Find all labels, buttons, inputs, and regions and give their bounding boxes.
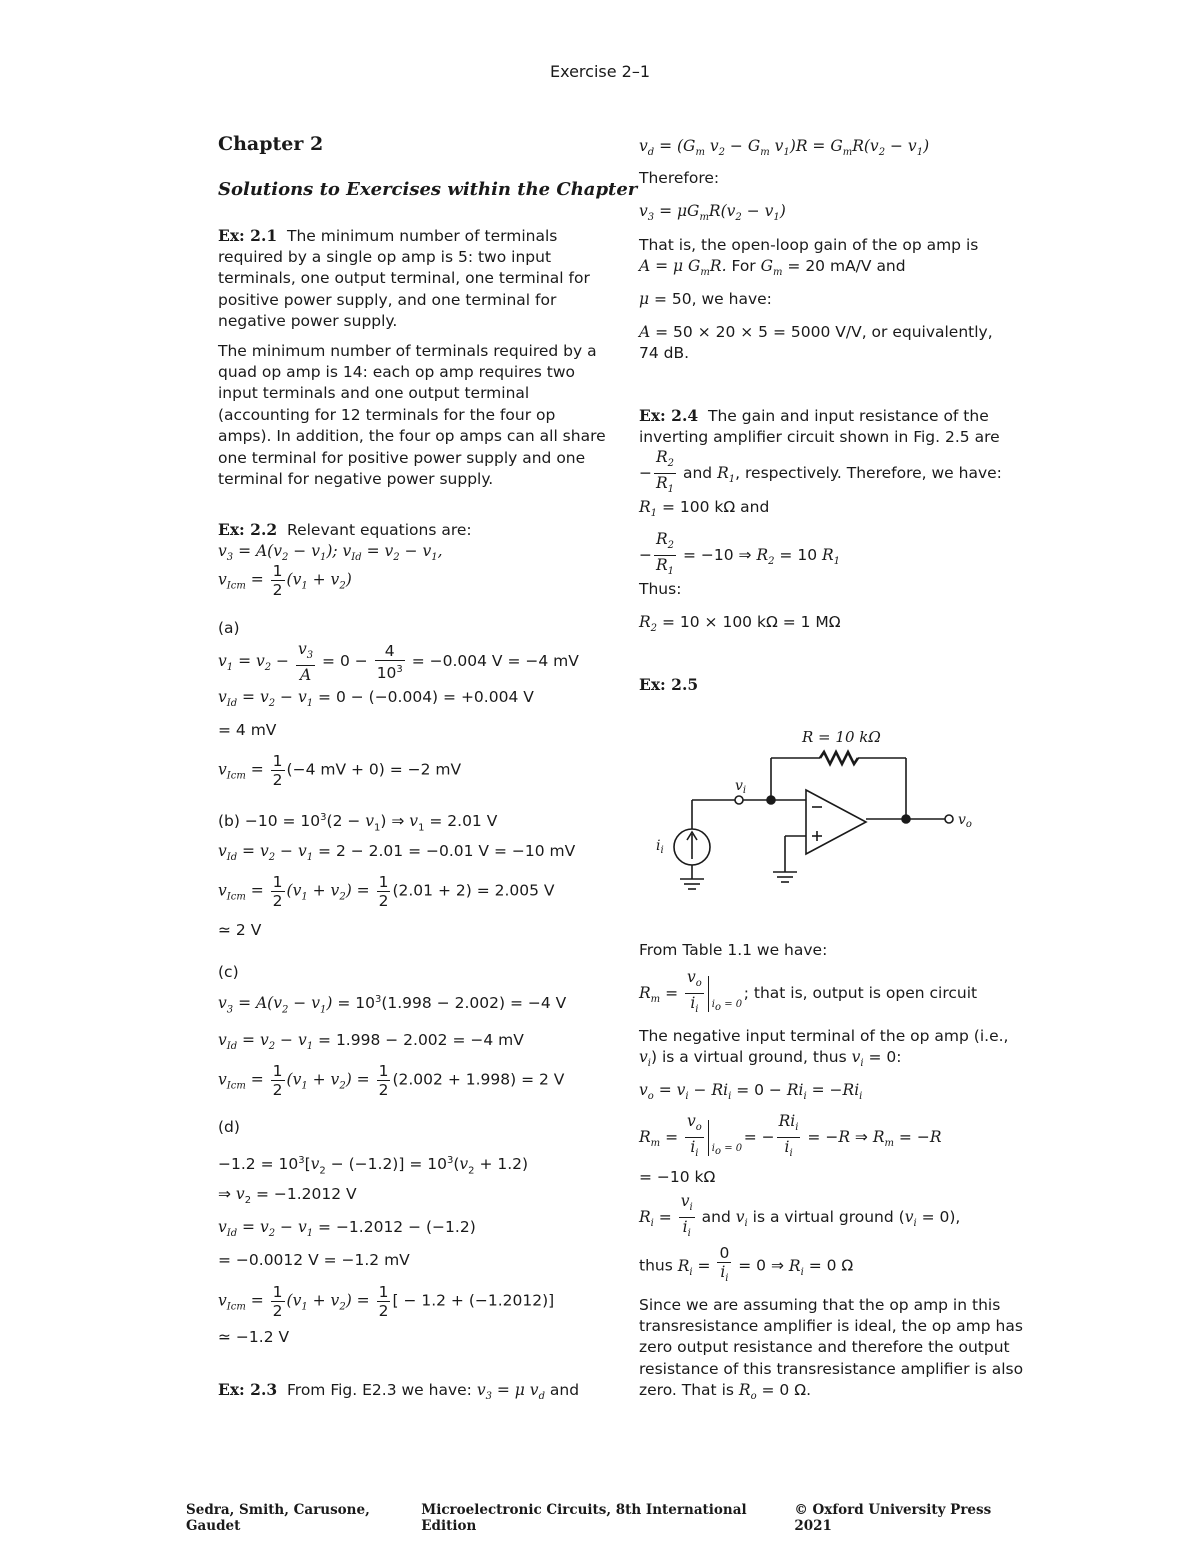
ex22-b-eq-3: $v_{Icm}$ = $\frac{1}{2}$ $(v_1 + v_2)$ = $\frac{1}{2}$ (2.01 + 2) = 2.005 V bbox=[218, 873, 555, 910]
ex23-openloop-2: A = μ $G_mR$. For $G_m = 20$ mA/V and bbox=[639, 257, 906, 279]
ex21-p2-line-1: The minimum number of terminals required by a bbox=[218, 342, 597, 360]
ex25-table: From Table 1.1 we have: bbox=[639, 941, 828, 959]
ex21-p2-line-7: terminal for negative power supply. bbox=[218, 470, 494, 488]
vo-terminal bbox=[945, 815, 953, 823]
ex22-d-eq-4: = −0.0012 V = −1.2 mV bbox=[218, 1251, 410, 1269]
ex21-p2-line-2: quad op amp is 14: each op amp requires two bbox=[218, 363, 575, 381]
ex22-b-eq-1: $(b) -10 = 10^3(2 - v_1)$ ⇒ $v_1 = 2.01$ V bbox=[218, 812, 498, 834]
running-head: Exercise 2–1 bbox=[549, 62, 651, 81]
ex22-part-d: (d) bbox=[218, 1118, 240, 1136]
ex22-d-eq-3: $v_{Id} = v_2 - v_1 = -1.2012 - (-1.2)$ bbox=[218, 1218, 476, 1240]
ex21-p2-line-6: one terminal for positive power supply and one bbox=[218, 449, 586, 467]
ex22-part-a: (a) bbox=[218, 619, 240, 637]
ex22-d-eq-5: $v_{Icm}$ = $\frac{1}{2}$ $(v_1 + v_2)$ = $\frac{1}{2}$ [ − 1.2 + (−1.2012)] bbox=[218, 1283, 555, 1320]
ex25-eq-rm: $R_m$ = $\frac{v_o}{i_i}$ $i_o = 0$ = − $\frac{Ri_i}{i_i}$ = −R ⇒ $R_m = -R$ bbox=[639, 1112, 942, 1160]
ex24-line-3: − $\frac{R_2}{R_1}$ and $R_1$, respectively. Therefore, we have: bbox=[639, 448, 1002, 496]
ex21-line-4: positive power supply, and one terminal for bbox=[218, 291, 557, 309]
ex22-heading: Ex: 2.2 Relevant equations are: bbox=[218, 520, 472, 539]
ex25-concl-1: Since we are assuming that the op amp in this bbox=[639, 1296, 1001, 1314]
ex25-neg-2: $v_i$) is a virtual ground, thus $v_i = 0$: bbox=[639, 1048, 902, 1070]
ex21-line-5: negative power supply. bbox=[218, 312, 398, 330]
ex25-ri-result: thus $R_i$ = $\frac{0}{i_i}$ = 0 ⇒ $R_i = 0$ Ω bbox=[639, 1244, 854, 1285]
ex24-line-2: inverting amplifier circuit shown in Fig. 2.5 are bbox=[639, 428, 1000, 446]
ex24-thus: Thus: bbox=[639, 580, 682, 598]
ex23-db: 74 dB. bbox=[639, 344, 690, 362]
ex22-d-eq-6: ≃ −1.2 V bbox=[218, 1328, 290, 1346]
ex22-a-eq-2: $v_{Id} = v_2 - v_1 = 0 - (-0.004) = +0.004$ V bbox=[218, 688, 534, 710]
ex23-mu: μ = 50, we have: bbox=[639, 290, 772, 308]
ex22-d-eq-2: ⇒ $v_2 = -1.2012$ V bbox=[218, 1185, 357, 1207]
ex23-eq-1: $v_d = (G_m$ $v_2 - G_m$ $v_1)R = G_mR(v_2 - v_1)$ bbox=[639, 137, 930, 159]
transresistance-amplifier-circuit bbox=[640, 724, 980, 899]
ex21-p2-line-4: (accounting for 12 terminals for the four op bbox=[218, 406, 556, 424]
ex21-line-2: required by a single op amp is 5: two input bbox=[218, 248, 552, 266]
ex25-heading: Ex: 2.5 bbox=[639, 675, 699, 694]
ex22-d-eq-1: $-1.2 = 10^3[v_2 - (-1.2)] = 10^3(v_2 + 1.2)$ bbox=[218, 1155, 529, 1177]
footer-book: Microelectronic Circuits, 8th International Edition bbox=[421, 1502, 747, 1534]
ex22-a-eq-1: $v_1 = v_2$ − $\frac{v_3}{A}$ = 0 − $\frac{4}{10^3}$ = −0.004 V = −4 mV bbox=[218, 640, 579, 685]
ex25-concl-3: zero output resistance and therefore the output bbox=[639, 1338, 1010, 1356]
ex22-c-eq-3: $v_{Icm}$ = $\frac{1}{2}$ $(v_1 + v_2)$ = $\frac{1}{2}$ (2.002 + 1.998) = 2 V bbox=[218, 1062, 565, 1099]
ex23-eq-2: $v_3 = \mu G_mR(v_2 - v_1)$ bbox=[639, 202, 786, 224]
ii-label: $i_i$ bbox=[656, 838, 664, 856]
vo-label: $v_o$ bbox=[958, 812, 972, 830]
op-amp bbox=[806, 790, 866, 854]
footer-authors: Sedra, Smith, Carusone, Gaudet bbox=[186, 1502, 370, 1534]
ex25-neg-1: The negative input terminal of the op amp (i.e., bbox=[639, 1027, 1009, 1045]
ex25-rm-def: $R_m$ = $\frac{v_o}{i_i}$ $i_o = 0$ ; that is, output is open circuit bbox=[639, 968, 978, 1016]
ex24-heading: Ex: 2.4 The gain and input resistance of the bbox=[639, 406, 989, 425]
ex25-concl-5: zero. That is $R_o = 0$ Ω. bbox=[639, 1381, 811, 1403]
section-subtitle: Solutions to Exercises within the Chapter bbox=[218, 179, 638, 200]
ex21-p2-line-3: input terminals and one output terminal bbox=[218, 384, 530, 402]
ex23-heading: Ex: 2.3 From Fig. E2.3 we have: $v_3 = \mu$ $v_d$ and bbox=[218, 1380, 580, 1403]
resistor-label: R = 10 kΩ bbox=[802, 728, 881, 746]
ex25-rm-value: = −10 kΩ bbox=[639, 1168, 716, 1186]
ex22-c-eq-2: $v_{Id} = v_2 - v_1 = 1.998 - 2.002 = -4$ mV bbox=[218, 1031, 524, 1053]
output-node bbox=[902, 815, 910, 823]
ex25-concl-2: transresistance amplifier is ideal, the op amp has bbox=[639, 1317, 1023, 1335]
ex23-openloop-1: That is, the open-loop gain of the op amp is bbox=[639, 236, 979, 254]
footer-publisher: © Oxford University Press 2021 bbox=[794, 1502, 992, 1534]
ex22-b-eq-2: $v_{Id} = v_2 - v_1 = 2 - 2.01 = -0.01$ V = −10 mV bbox=[218, 842, 576, 864]
ex25-ri: $R_i$ = $\frac{v_i}{i_i}$ and $v_i$ is a virtual ground $(v_i = 0)$, bbox=[639, 1192, 961, 1240]
ex21-p2-line-5: amps). In addition, the four op amps can all share bbox=[218, 427, 606, 445]
ex22-b-eq-4: ≃ 2 V bbox=[218, 921, 262, 939]
ex23-therefore: Therefore: bbox=[639, 169, 720, 187]
vi-label: $v_i$ bbox=[735, 778, 747, 796]
ex24-result: $R_2 = 10 \times 100$ kΩ = 1 MΩ bbox=[639, 613, 841, 635]
ex22-part-c: (c) bbox=[218, 963, 239, 981]
feedback-resistor bbox=[820, 752, 858, 764]
ex21-line-1: Ex: 2.1 The minimum number of terminals bbox=[218, 226, 558, 245]
ex22-eq-1: $v_3 = A(v_2 - v_1)$; $v_{Id} = v_2 - v_1$, bbox=[218, 542, 443, 564]
ex22-eq-2: $v_{Icm}$ = $\frac{1}{2}$ $(v_1 + v_2)$ bbox=[218, 562, 352, 599]
ex24-eq-1: − $\frac{R_2}{R_1}$ = −10 ⇒ $R_2 = 10$ $R_1$ bbox=[639, 530, 841, 578]
footer bbox=[186, 1502, 1026, 1534]
chapter-title: Chapter 2 bbox=[218, 133, 324, 155]
vi-terminal bbox=[735, 796, 743, 804]
ex24-r1: $R_1 = 100$ kΩ and bbox=[639, 498, 770, 520]
ex21-label: Ex: 2.1 bbox=[218, 226, 278, 245]
ex22-c-eq-1: $v_3 = A(v_2 - v_1) = 10^3(1.998 - 2.002) = -4$ V bbox=[218, 994, 567, 1016]
ex22-a-eq-3: = 4 mV bbox=[218, 721, 277, 739]
ex21-line-3: terminals, one output terminal, one terminal for bbox=[218, 269, 590, 287]
ex25-eq-vo: $v_o = v_i - Ri_i = 0 - Ri_i = -Ri_i$ bbox=[639, 1081, 863, 1103]
ex25-concl-4: resistance of this transresistance amplifier is also bbox=[639, 1360, 1024, 1378]
ex22-a-eq-4: $v_{Icm}$ = $\frac{1}{2}$ (−4 mV + 0) = −2 mV bbox=[218, 752, 462, 789]
ex23-result: A = 50 × 20 × 5 = 5000 V/V, or equivalently, bbox=[639, 323, 993, 341]
